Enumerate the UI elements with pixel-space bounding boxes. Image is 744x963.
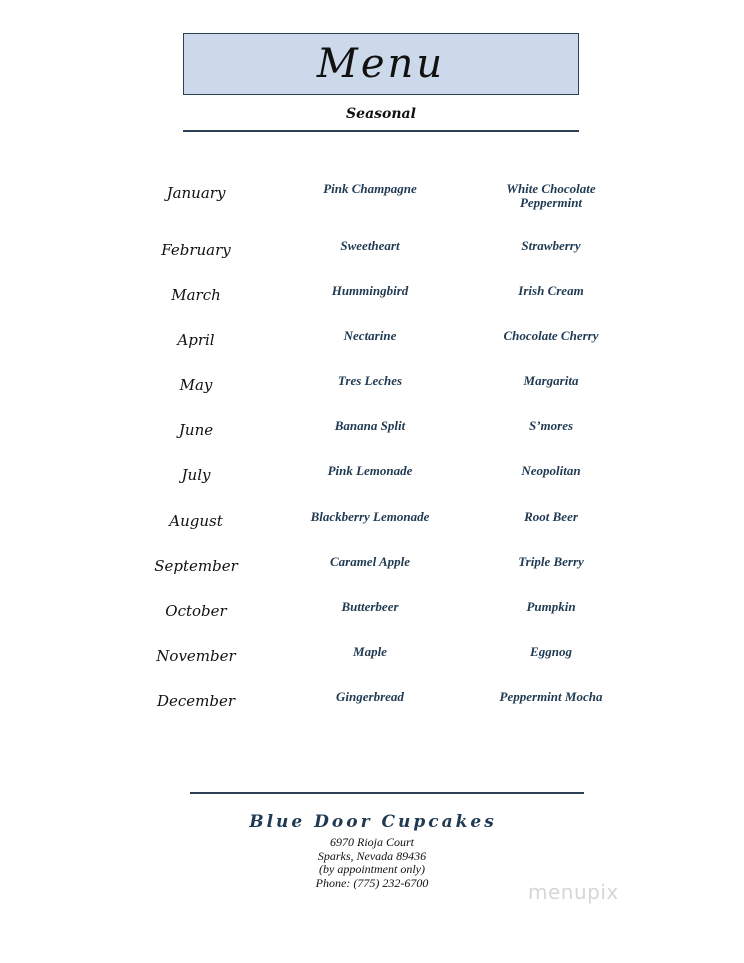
flavor-2: Eggnog (530, 644, 572, 659)
flavor-1: Blackberry Lemonade (310, 509, 430, 524)
table-row (0, 600, 744, 630)
shop-name: Blue Door Cupcakes (249, 812, 497, 832)
flavor-2: Peppermint Mocha (499, 689, 603, 704)
month-label: April (177, 331, 215, 349)
flavor-2: Margarita (523, 373, 579, 388)
month-label: December (156, 692, 236, 710)
month-label: June (178, 421, 214, 439)
address-line-1: 6970 Rioja Court (329, 835, 414, 849)
flavor-2: Chocolate Cherry (503, 328, 599, 343)
table-row (0, 239, 744, 269)
month-label: March (171, 286, 221, 304)
flavor-2: Irish Cream (518, 283, 584, 298)
flavor-2: S’mores (528, 418, 574, 433)
menu-title-box (183, 33, 579, 95)
month-label: October (165, 602, 227, 620)
table-row (0, 464, 744, 494)
flavor-1: Butterbeer (341, 599, 399, 614)
table-row (0, 182, 744, 212)
appointment-note: (by appointment only) (319, 862, 425, 876)
flavor-1: Banana Split (334, 418, 406, 433)
month-label: February (161, 241, 231, 259)
month-label: September (154, 557, 238, 575)
flavor-1: Nectarine (343, 328, 397, 343)
flavor-1: Pink Lemonade (327, 463, 413, 478)
flavor-2: Neopolitan (521, 463, 581, 478)
flavor-2: Strawberry (521, 238, 581, 253)
table-row (0, 374, 744, 404)
flavor-1: Pink Champagne (323, 181, 417, 196)
watermark-logo: menupix (528, 880, 619, 904)
month-label: July (181, 466, 211, 484)
table-row (0, 510, 744, 540)
flavor-1: Sweetheart (340, 238, 400, 253)
flavor-1: Tres Leches (337, 373, 403, 388)
flavor-2: Root Beer (524, 509, 578, 524)
month-label: January (166, 184, 226, 202)
table-row (0, 419, 744, 449)
flavor-1: Gingerbread (336, 689, 404, 704)
table-row (0, 555, 744, 585)
menu-subtitle: Seasonal (346, 106, 416, 122)
month-label: August (169, 512, 223, 530)
bottom-divider (190, 792, 584, 794)
table-row (0, 329, 744, 359)
flavor-1: Maple (353, 644, 387, 659)
month-label: November (156, 647, 236, 665)
flavor-1: Hummingbird (331, 283, 409, 298)
flavor-1: Caramel Apple (329, 554, 411, 569)
month-label: May (179, 376, 213, 394)
address-line-2: Sparks, Nevada 89436 (317, 848, 427, 863)
flavor-2: White Chocolate Peppermint (506, 181, 596, 210)
flavor-2: Pumpkin (526, 599, 576, 614)
table-row (0, 690, 744, 720)
table-row (0, 284, 744, 314)
top-divider (183, 130, 579, 132)
page-title: Menu (316, 41, 446, 87)
phone-number: Phone: (775) 232-6700 (315, 875, 429, 890)
table-row (0, 645, 744, 675)
flavor-2: Triple Berry (518, 554, 584, 569)
